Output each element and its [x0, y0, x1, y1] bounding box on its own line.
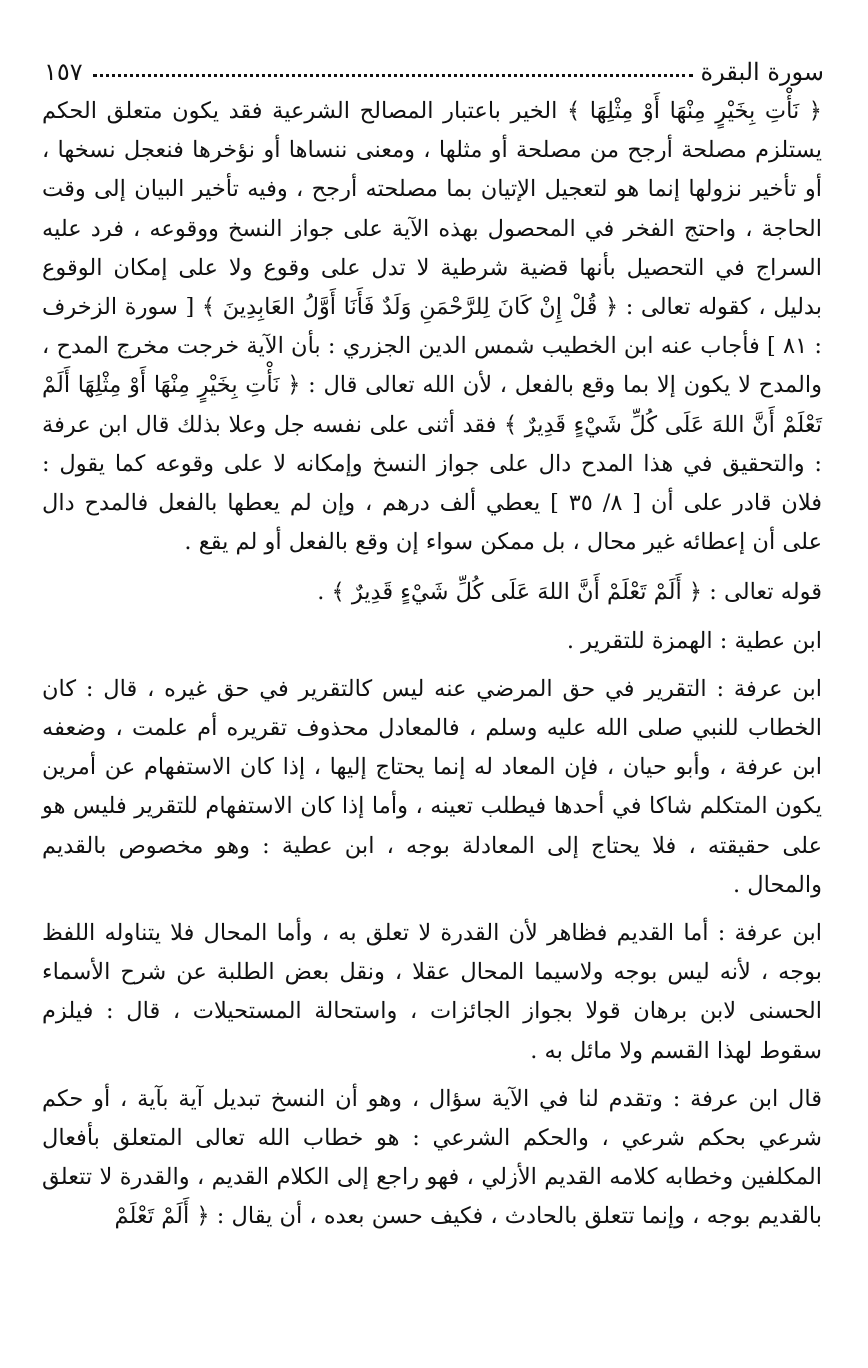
paragraph: ابن عرفة : التقرير في حق المرضي عنه ليس كالتقرير في حق غيره ، قال : كان الخطاب للنبي صلى الله عليه وسلم ، فالمعادل محذوف تقريره أم علمت ، وضعفه ابن عرفة ، وأبو حيان ، فإن المعاد له إنما يحتاج إليها ، إذا كان الاستفهام عن أمرين يكون المتكلم شاكا في أحدها فيطلب تعينه ، وأما إذا كان الاستفهام للتقرير فليس هو على حقيقته ، فلا يحتاج إلى المعادلة بوجه ، ابن عطية : وهو مخصوص بالقديم والمحال . — [42, 675, 822, 898]
paragraph: ﴿ نَأْتِ بِخَيْرٍ مِنْهَا أَوْ مِثْلِهَا ﴾ الخير باعتبار المصالح الشرعية فقد يكون متعلق الحكم يستلزم مصلحة أرجح من مصلحة أو مثلها ، ومعنى ننساها أو نؤخرها فنعجل نسخها ، أو تأخير نزولها إنما هو لتعجيل الإتيان بما مصلحته أرجح ، وفيه تأخير البيان إلى وقت الحاجة ، واحتج الفخر في المحصول بهذه الآية على جواز النسخ ووقوعه ، فرد عليه السراج في التحصيل بأنها قضية شرطية لا تدل على وقوع ولا على إمكان الوقوع بدليل ، كقوله تعالى : ﴿ قُلْ إِنْ كَانَ لِلرَّحْمَنِ وَلَدٌ فَأَنَا أَوَّلُ العَابِدِينَ ﴾ [ سورة الزخرف : ٨١ ] فأجاب عنه ابن الخطيب شمس الدين الجزري : بأن الآية خرجت مخرج المدح ، والمدح لا يكون إلا بما وقع بالفعل ، لأن الله تعالى قال : ﴿ نَأْتِ بِخَيْرٍ مِنْهَا أَوْ مِثْلِهَا أَلَمْ تَعْلَمْ أَنَّ اللهَ عَلَى كُلِّ شَيْءٍ قَدِيرٌ ﴾ فقد أثنى على نفسه جل وعلا بذلك قال ابن عرفة : والتحقيق في هذا المدح دال على جواز النسخ وإمكانه لا على وقوعه كما يقول : فلان قادر على أن [ ٨/ ٣٥ ] يعطي ألف درهم ، وإن لم يعطها بالفعل فالمدح دال على أن إعطائه غير محال ، بل ممكن سواء إن وقع بالفعل أو لم يقع . — [42, 98, 823, 556]
surah-title: سورة البقرة — [700, 58, 824, 86]
paragraph: ابن عطية : الهمزة للتقرير . — [566, 627, 822, 654]
paragraph: قال ابن عرفة : وتقدم لنا في الآية سؤال ، وهو أن النسخ تبديل آية بآية ، أو حكم شرعي بحكم شرعي ، والحكم الشرعي : هو خطاب الله تعالى المتعلق بأفعال المكلفين وخطابه كلامه القديم الأزلي ، فهو راجع إلى الكلام القديم ، والقدرة لا تتعلق بالقديم بوجه ، وإنما تتعلق بالحادث ، فكيف حسن بعده ، أن يقال : ﴿ أَلَمْ تَعْلَمْ — [42, 1085, 822, 1230]
page-body — [42, 92, 822, 1237]
page-header — [44, 48, 824, 86]
paragraph: قوله تعالى : ﴿ أَلَمْ تَعْلَمْ أَنَّ اللهَ عَلَى كُلِّ شَيْءٍ قَدِيرٌ ﴾ . — [317, 579, 822, 606]
paragraph: ابن عرفة : أما القديم فظاهر لأن القدرة لا تعلق به ، وأما المحال فلا يتناوله اللفظ بوجه ، لأنه ليس بوجه ولاسيما المحال عقلا ، ونقل بعض الطلبة عن شرح الأسماء الحسنى لابن برهان قولا بجواز الجائزات ، واستحالة المستحيلات ، قال : فيلزم سقوط لهذا القسم ولا مائل به . — [42, 920, 822, 1064]
header-dotted-leader — [93, 74, 693, 77]
page-number: ١٥٧ — [44, 58, 83, 86]
